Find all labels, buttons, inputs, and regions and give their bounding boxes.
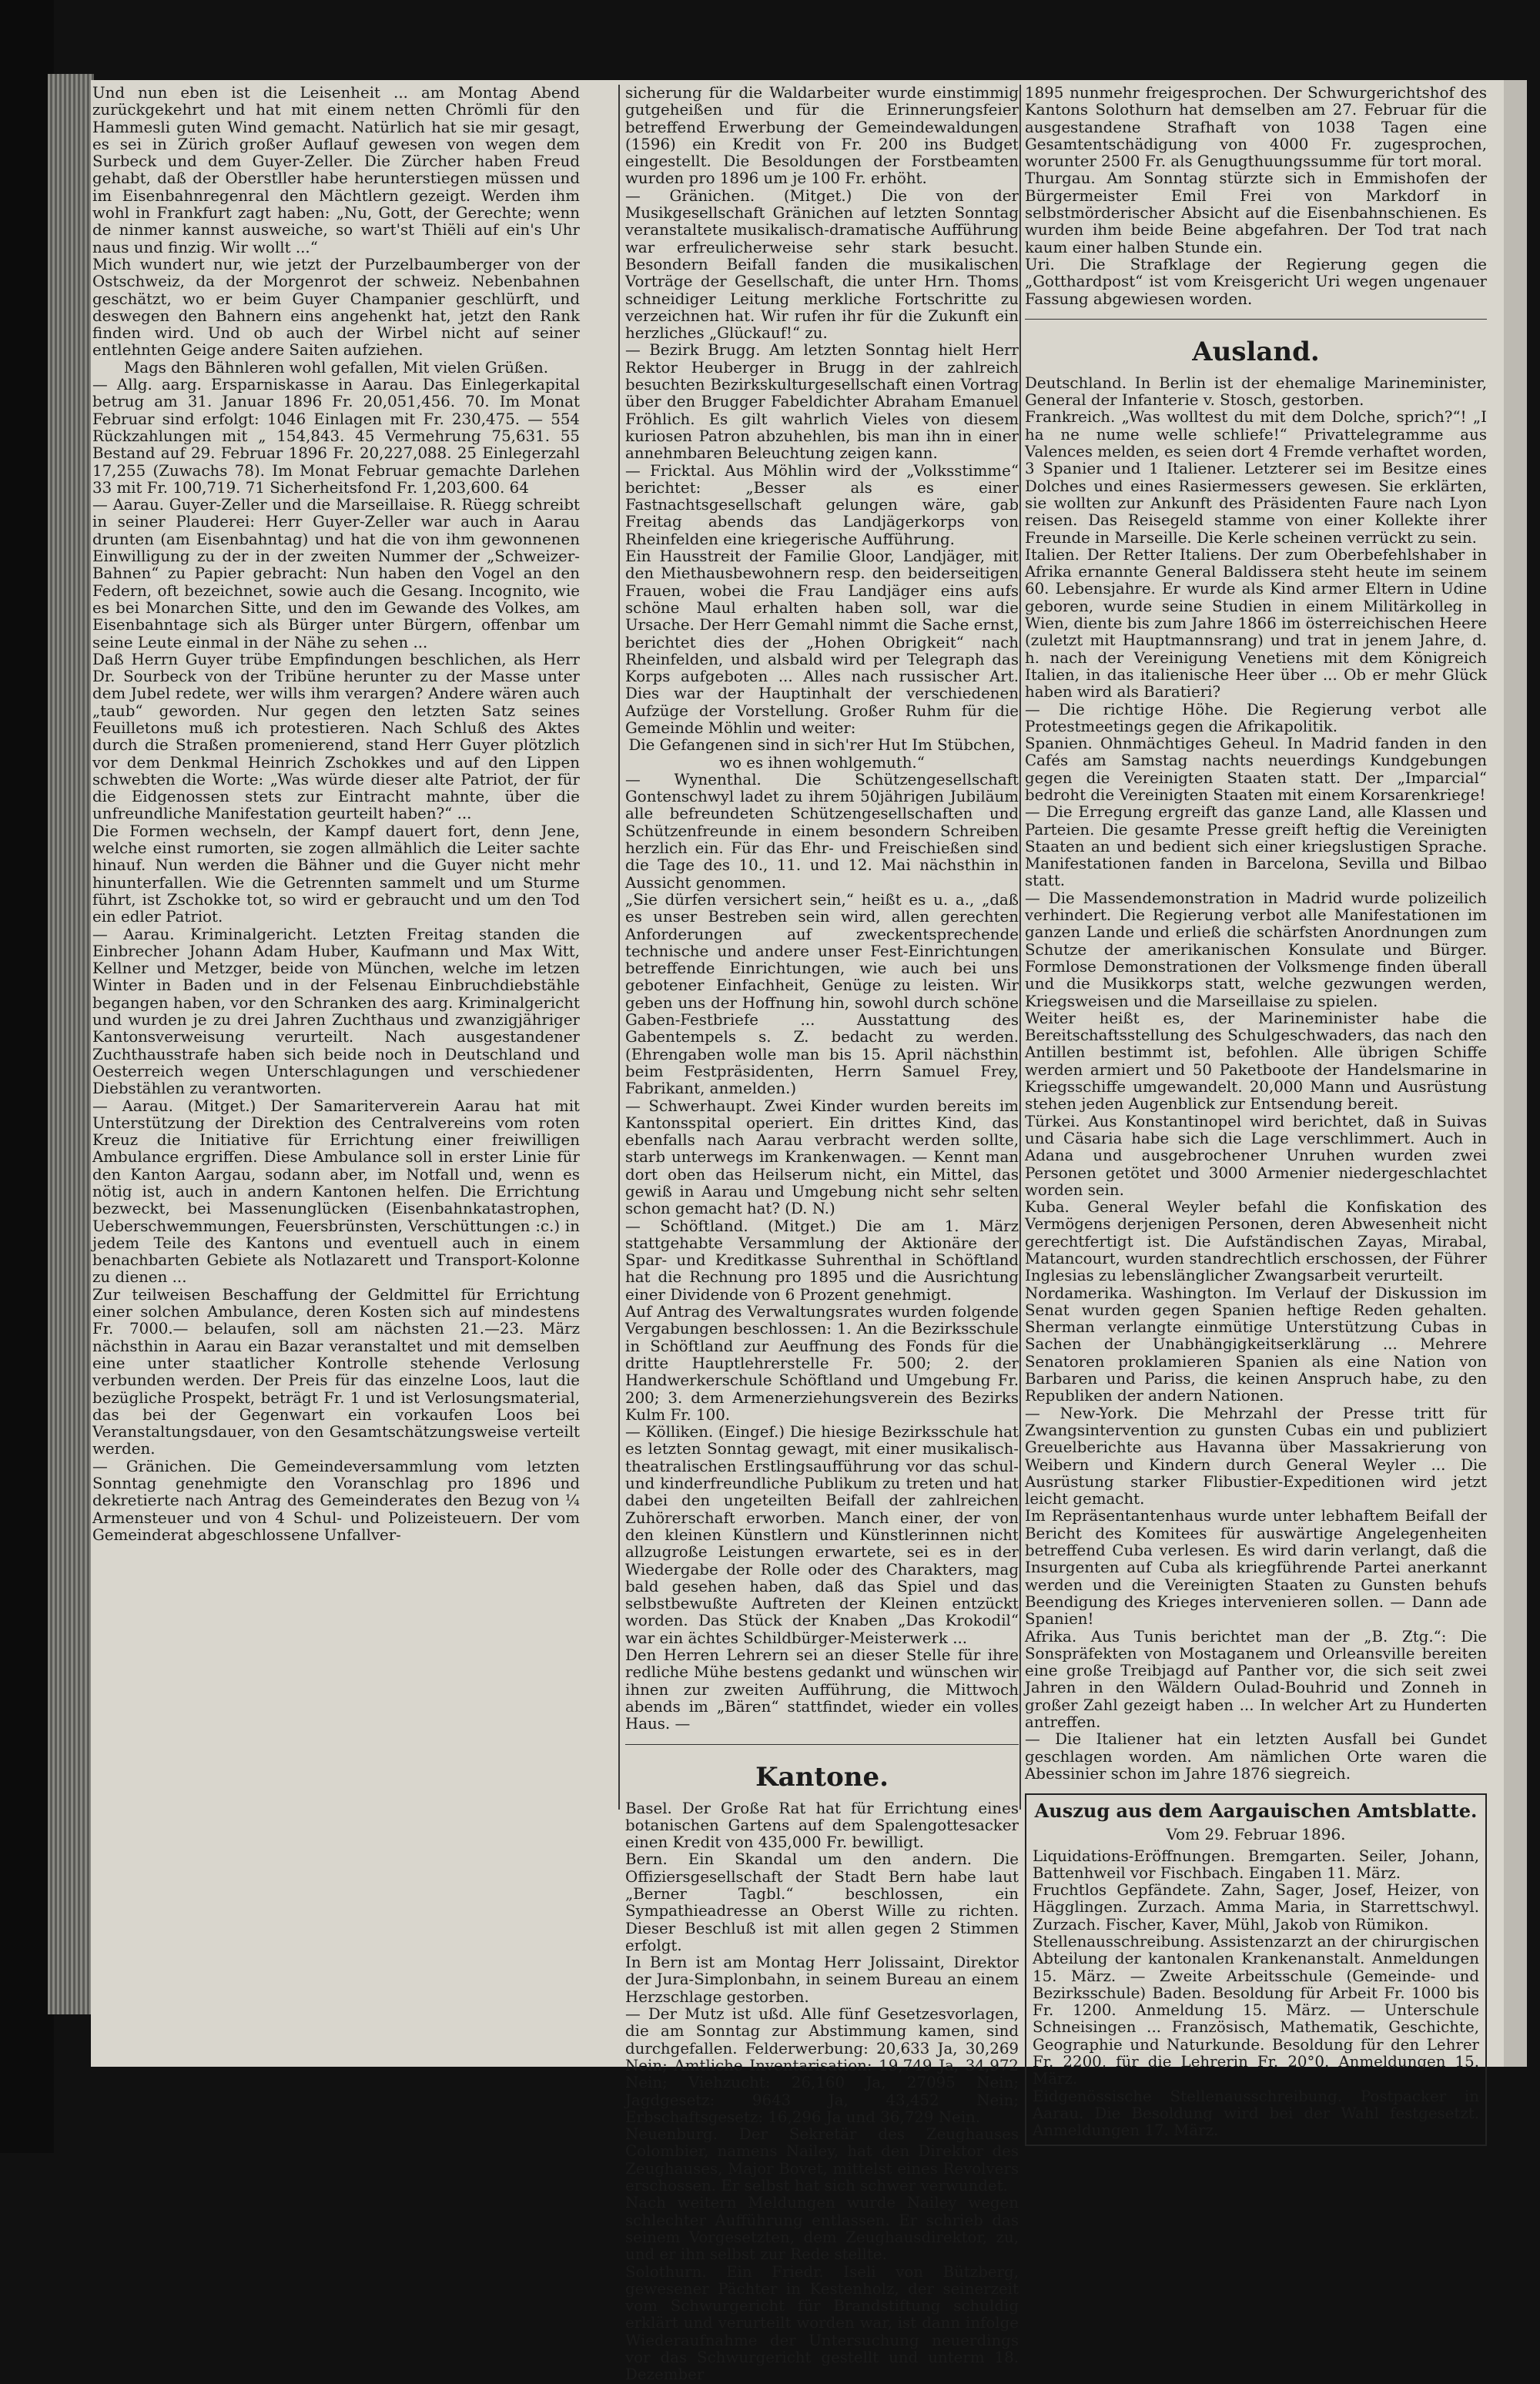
article-paragraph: Italien. Der Retter Italiens. Der zum Oberbefehlshaber in Afrika ernannte General Baldissera steht heute im seinem 60. Lebensjahre. Er wurde als Kind armer Eltern in Udine geboren, wurde seine Studien in einem Militärkolleg in Wien, diente bis zum Jahre 1866 im österreichischen Heere (zuletzt mit Hauptmannsrang) und trat in jenem Jahre, d. h. nach der Vereinigung Venetiens mit dem Königreich Italien, in das italienische Heer über ... Ob er mehr Glück haben wird als Baratieri?: [1025, 545, 1487, 701]
article-paragraph: Mich wundert nur, wie jetzt der Purzelbaumberger von der Ostschweiz, da der Morgenrot der schweiz. Nebenbahnen geschätzt, wo er beim Guyer Champanier geschlürft, und deswegen den Bahnern eins angehenkt hat, jetzt den Rank finden wird. Und ob auch der Wirbel nicht auf seiner entlehnten Geige andere Saiten aufziehen.: [92, 255, 580, 360]
article-paragraph: Daß Herrn Guyer trübe Empfindungen beschlichen, als Herr Dr. Sourbeck von der Tribüne herunter zu der Masse unter dem Jubel redete, wer wills ihm verargen? Andere wären auch „taub“ geworden. Nur gegen den letzten Satz seines Feuilletons muß ich protestieren. Nach Schluß des Aktes durch die Straßen promenierend, stand Herr Guyer plötzlich vor dem Denkmal Heinrich Zschokkes und auf den Lippen schwebten die Worte: „Was würde dieser alte Patriot, der für die Eidgenossen stets zur Eintracht mahnte, über die unfreundliche Manifestation geurteilt haben?“ ...: [92, 650, 580, 823]
section-divider: [625, 1744, 1019, 1745]
article-signoff: Mags den Bähnleren wohl gefallen, Mit vielen Grüßen.: [124, 358, 548, 377]
article-paragraph: — Die Massendemonstration in Madrid wurde polizeilich verhindert. Die Regierung verbot alle Manifestationen im ganzen Lande und erließ die schärfsten Anordnungen zum Schutze der amerikanischen Konsulate und Bürger. Formlose Demonstrationen der Volksmenge finden überall und die Musikkorps statt, welche gezwungen werden, Kriegsweisen und die Marseillaise zu spielen.: [1025, 889, 1487, 1010]
article-paragraph: — Aarau. (Mitget.) Der Samariterverein Aarau hat mit Unterstützung der Direktion des Centralvereins vom roten Kreuz die Initiative für Errichtung einer freiwilligen Ambulance ergriffen. Diese Ambulance soll in erster Linie für den Kanton Aargau, sodann aber, im Notfall und, wenn es nötig ist, auch in andern Kantonen helfen. Die Errichtung bezweckt, bei Massenunglücken (Eisenbahnkatastrophen, Ueberschwemmungen, Feuersbrünsten, Verschüttungen :c.) in jedem Teile des Kantons und eventuell auch in einem benachbarten Gebiete als Notlazarett und Transport-Kolonne zu dienen ...: [92, 1097, 580, 1287]
article-paragraph: Thurgau. Am Sonntag stürzte sich in Emmishofen der Bürgermeister Emil Frei von Markdorf in selbstmörderischer Absicht auf die Eisenbahnschienen. Es wurden ihm beide Beine abgefahren. Der Tod trat nach kaum einer halben Stunde ein.: [1025, 169, 1487, 256]
article-paragraph: Und nun eben ist die Leisenheit ... am Montag Abend zurückgekehrt und hat mit einem netten Chrömli für den Hammesli guten Wind gemacht. Natürlich hat sie mir gesagt, es sei in Zürich großer Auflauf gewesen von wegen dem Surbeck und dem Guyer-Zeller. Die Zürcher haben Freud gehabt, daß der Oberstller habe herunterstiegen müssen und im Eisenbahnregenral den Mächtlern gezeigt. Werden ihm wohl in Frankfurt zagt haben: „Nu, Gott, der Gerechte; wenn de ninmer kannst ausweiche, so wart'st Thiëli auf ein's Uhr naus und finzig. Wir wollt ...“: [92, 84, 580, 256]
gazette-entry: Stellenausschreibung. Assistenzarzt an der chirurgischen Abteilung der kantonalen Krankenanstalt. Anmeldungen 15. März. — Zweite Arbeitsschule (Gemeinde- und Bezirksschule) Baden. Besoldung für Arbeit Fr. 1000 bis Fr. 1200. Anmeldung 15. März. — Unterschule Schneisingen ... Französisch, Mathematik, Geschichte, Geographie und Naturkunde. Besoldung für den Lehrer Fr. 2200, für die Lehrerin Fr. 20°0. Anmeldungen 15. März.: [1033, 1932, 1479, 2088]
section-divider: [1025, 319, 1487, 320]
article-paragraph: Uri. Die Strafklage der Regierung gegen die „Gotthardpost“ ist vom Kreisgericht Uri wegen ungenauer Fassung abgewiesen worden.: [1025, 255, 1487, 308]
article-paragraph: Bern. Ein Skandal um den andern. Die Offiziersgesellschaft der Stadt Bern habe laut „Berner Tagbl.“ beschlossen, ein Sympathieadresse an Oberst Wille zu richten. Dieser Beschluß ist mit allen gegen 2 Stimmen erfolgt.: [625, 1850, 1019, 1954]
article-paragraph: — Die richtige Höhe. Die Regierung verbot alle Protestmeetings gegen die Afrikapolitik.: [1025, 700, 1487, 735]
article-paragraph: Solothurn. Ein Friedr. Iseli von Bützberg, gewesener Pächter in Kestenholz, der seinerzeit vom Schwurgericht für Brandstiftung schuldig erklärt und verurteilt worden war, ist dann infolge Wiederaufnahme der Untersuchung neuerdings vor das Schwurgericht gestellt und unterm 18. Dezember: [625, 2262, 1019, 2384]
article-paragraph: — Schwerhaupt. Zwei Kinder wurden bereits im Kantonsspital operiert. Ein drittes Kind, das ebenfalls nach Aarau verbracht werden sollte, starb unterwegs im Krankenwagen. — Kennt man dort oben das Heilserum nicht, ein Mittel, das gewiß in Aarau und Umgebung nicht sehr selten schon gemacht hat? (D. N.): [625, 1097, 1019, 1218]
column-rule: [618, 85, 620, 1810]
box-date: Vom 29. Februar 1896.: [1166, 1825, 1346, 1844]
article-paragraph: Die Formen wechseln, der Kampf dauert fort, denn Jene, welche einst rumorten, sie zogen allmählich die Leiter sachte hinauf. Nun werden die Bähner und die Guyer nicht mehr hinunterfallen. Wie die Getrennten sammelt und um Sturme führt, ist Zschokke tot, so wird er gebraucht und um den Tod ein edler Patriot.: [92, 822, 580, 926]
page-right-edge: [1504, 80, 1527, 2067]
article-paragraph: Den Herren Lehrern sei an dieser Stelle für ihre redliche Mühe bestens gedankt und wünschen wir ihnen zur zweiten Aufführung, die Mittwoch abends im „Bären“ stattfindet, wieder ein volles Haus. —: [625, 1646, 1019, 1733]
article-paragraph: „Sie dürfen versichert sein,“ heißt es u. a., „daß es unser Bestreben sein wird, allen gerechten Anforderungen auf zweckentsprechende technische und andere unser Fest-Einrichtungen betreffende Einrichtungen, wie auch bei uns gebotener Einfachheit, Genüge zu leisten. Wir geben uns der Hoffnung hin, sowohl durch schöne Gaben-Festbriefe ... Ausstattung des Gabentempels s. Z. bedacht zu werden. (Ehrengaben wolle man bis 15. April nächsthin beim Festpräsidenten, Herrn Samuel Frey, Fabrikant, anmelden.): [625, 890, 1019, 1098]
article-paragraph: Frankreich. „Was wolltest du mit dem Dolche, sprich?“! „I ha ne nume welle schliefe!“ Privattelegramme aus Valences melden, es seien dort 4 Fremde verhaftet worden, 3 Spanier und 1 Italiener. Letzterer sei im Besitze eines Dolches und eines Rasiermessers gewesen. Sie erklärten, sie wollten zur Ankunft des Präsidenten Faure nach Lyon reisen. Das Reisegeld stamme von einer Kollekte ihrer Freunde in Marseille. Die Kerle scheinen verrückt zu sein.: [1025, 408, 1487, 547]
scanner-frame: [0, 0, 54, 2153]
article-paragraph: — Bezirk Brugg. Am letzten Sonntag hielt Herr Rektor Heuberger in Brugg in der zahlreich besuchten Bezirkskulturgesellschaft einen Vortrag über den Brugger Fabeldichter Abraham Emanuel Fröhlich. Es gilt wahrlich Vieles von diesem kuriosen Patron abzuhehlen, bis man ihn in einer annehmbaren Beleuchtung zeigen kann.: [625, 341, 1019, 463]
page-stack-edges: [48, 74, 94, 2014]
article-paragraph: — Schöftland. (Mitget.) Die am 1. März stattgehabte Versammlung der Aktionäre der Spar- und Kreditkasse Suhrenthal in Schöftland hat die Rechnung pro 1895 und die Ausrichtung einer Dividende von 6 Prozent genehmigt.: [625, 1217, 1019, 1304]
column-rule: [1019, 85, 1021, 1810]
column-left: [92, 85, 580, 1544]
article-paragraph: — New-York. Die Mehrzahl der Presse tritt für Zwangsintervention zu gunsten Cubas ein und publiziert Greuelberichte aus Havanna über Massakrierung von Weibern und Kindern durch General Weyler ... Die Ausrüstung starker Flibustier-Expeditionen wird jetzt leicht gemacht.: [1025, 1404, 1487, 1508]
section-heading-kantone: Kantone.: [755, 1761, 889, 1793]
article-paragraph: Nordamerika. Washington. Im Verlauf der Diskussion im Senat wurden gegen Spanien heftige Reden gehalten. Sherman verlangte einmütige Unterstützung Cubas in Sachen der Unabhängigkeitserklärung ... Mehrere Senatoren proklamieren Spanien als eine Nation von Barbaren und Pariss, die keinen Anspruch habe, zu den Republiken der andern Nationen.: [1025, 1284, 1487, 1405]
article-paragraph: — Aarau. Guyer-Zeller und die Marseillaise. R. Rüegg schreibt in seiner Plauderei: Herr Guyer-Zeller war auch in Aarau drunten (am Eisenbahntag) und hat die von ihm gewonnenen Einwilligung zu der in der zweiten Nummer der „Schweizer-Bahnen“ zu Papier gebracht: Nun haben den Vogel an den Federn, oft bezeichnet, sowie auch die Gesang. Incognito, wie es bei Monarchen Sitte, und den im Gewande des Volkes, am Eisenbahntage sich als Bürger unter Bürgern, offenbar um seine Leute einmal in der Nähe zu sehen ...: [92, 496, 580, 651]
verse-quote: Die Gefangenen sind in sich'rer Hut Im Stübchen, wo es ihnen wohlgemuth.“: [628, 736, 1016, 772]
article-paragraph: — Wynenthal. Die Schützengesellschaft Gontenschwyl ladet zu ihrem 50jährigen Jubiläum alle befreundeten Schützengesellschaften und Schützenfreunde in einem besondern Schreiben herzlich ein. Für das Ehr- und Freischießen sind die Tage des 10., 11. und 12. Mai nächsthin in Aussicht genommen.: [625, 770, 1019, 892]
gazette-entry: Fruchtlos Gepfändete. Zahn, Sager, Josef, Heizer, von Hägglingen. Zurzach. Amma Maria, in Starrettschwyl. Zurzach. Fischer, Kaver, Mühl, Jakob von Rümikon.: [1033, 1881, 1479, 1934]
article-paragraph: — Gränichen. Die Gemeindeversammlung vom letzten Sonntag genehmigte den Voranschlag pro 1896 und dekretierte nach Antrag des Gemeinderates den Bezug von ¼ Armensteuer und von 4 Schul- und Polizeisteuern. Der vom Gemeinderat abgeschlossene Unfallver-: [92, 1457, 580, 1544]
gazette-entry: Eidgenössische Stellenausschreibung. Postpacker in Aarau. Die Besoldung wird bei der Wahl festgesetzt. Anmeldungen 17. März.: [1033, 2087, 1479, 2140]
article-paragraph: Basel. Der Große Rat hat für Errichtung eines botanischen Gartens auf dem Spalengottesacker einen Kredit von 435,000 Fr. bewilligt.: [625, 1799, 1019, 1852]
column-right: [1025, 85, 1487, 2146]
article-paragraph: — Kölliken. (Eingef.) Die hiesige Bezirksschule hat es letzten Sonntag gewagt, mit einer musikalisch-theatralischen Erstlingsaufführung vor das schul- und kinderfreundliche Publikum zu treten und hat dabei den ungeteilten Beifall der zahlreichen Zuhörerschaft erworben. Manch einer, der von den kleinen Künstlern und Künstlerinnen nicht allzugroße Leistungen erwartete, sei es in der Wiedergabe der Rolle oder des Charakters, mag bald gesehen haben, daß das Spiel und das selbstbewußte Auftreten der Kleinen entzückt worden. Das Stück der Knaben „Das Krokodil“ war ein ächtes Schildbürger-Meisterwerk ...: [625, 1423, 1019, 1647]
article-paragraph: Neuenburg. Der Sekretär des Zeughauses Colombier, namens Nailey, hat den Direktor des Zeughauses, Major Bovet, mittelst eines Revolvers erschossen. Er selbst hat sich schwer verwundet.: [625, 2125, 1019, 2195]
section-heading-ausland: Ausland.: [1192, 336, 1320, 367]
article-paragraph: Auf Antrag des Verwaltungsrates wurden folgende Vergabungen beschlossen: 1. An die Bezirksschule in Schöftland zur Aeuffnung des Fonds für die dritte Hauptlehrerstelle Fr. 500; 2. der Handwerkerschule Schöftland und Umgebung Fr. 200; 3. dem Armenerziehungsverein des Bezirks Kulm Fr. 100.: [625, 1303, 1019, 1424]
article-paragraph: — Aarau. Kriminalgericht. Letzten Freitag standen die Einbrecher Johann Adam Huber, Kaufmann und Max Witt, Kellner und Metzger, beide von München, welche im letzen Winter in Baden und in der Felsenau Einbruchdiebstähle begangen haben, vor den Schranken des aarg. Kriminalgericht und wurden je zu drei Jahren Zuchthaus und zwanzigjähriger Kantonsverweisung verurteilt. Nach ausgestandener Zuchthausstrafe haben sich beide noch in Deutschland und Oesterreich wegen Unterschlagungen und verschiedener Diebstählen zu verantworten.: [92, 925, 580, 1098]
article-paragraph: — Der Mutz ist ußd. Alle fünf Gesetzesvorlagen, die am Sonntag zur Abstimmung kamen, sind durchgefallen. Felderwerbung: 20,633 Ja, 30,269 Nein; Amtliche Inventarisation: 19,749 Ja, 34,972 Nein; Viehzucht: 26,160 Ja, 27095 Nein; Jagdgesetz: 9643 Ja, 43,452 Nein; Erbschaftsgesetz: 16,296 Ja und 36,729 Nein.: [625, 2005, 1019, 2126]
gazette-entry: Liquidations-Eröffnungen. Bremgarten. Seiler, Johann, Battenhweil vor Fischbach. Eingaben 11. März.: [1033, 1847, 1479, 1882]
article-paragraph: Deutschland. In Berlin ist der ehemalige Marineminister, General der Infanterie v. Stosch, gestorben.: [1025, 373, 1487, 410]
article-paragraph: Kuba. General Weyler befahl die Konfiskation des Vermögens derjenigen Personen, deren Abwesenheit nicht gerechtfertigt ist. Die Aufständischen Zayas, Mirabal, Matancourt, wurden standrechtlich erschossen, der Führer Inglesias zu lebenslänglicher Zwangsarbeit verurteilt.: [1025, 1198, 1487, 1285]
article-paragraph: Ein Hausstreit der Familie Gloor, Landjäger, mit den Miethausbewohnern resp. den beiderseitigen Frauen, wobei die Frau Landjäger eins aufs schöne Maul erhalten haben soll, war die Ursache. Der Herr Gemahl nimmt die Sache ernst, berichtet dies der „Hohen Obrigkeit“ nach Rheinfelden, und alsbald wird per Telegraph das Korps aufgeboten ... Alles nach russischer Art. Dies war der Hauptinhalt der verschiedenen Aufzüge der Vorstellung. Großer Ruhm für die Gemeinde Möhlin und weiter:: [625, 547, 1019, 737]
article-paragraph: Nach weitern Meldungen wurde Nailey wegen schlechter Aufführung entlassen. Er schrieb das seinem Vorgesetzten, dem Zeughausdirektor, zu, und er ihn selbst zur Rede stellte.: [625, 2194, 1019, 2264]
savings-bank-report: — Allg. aarg. Ersparniskasse in Aarau. Das Einlegerkapital betrug am 31. Januar 1896 Fr. 20,051,456. 70. Im Monat Februar sind erfolgt: 1046 Einlagen mit Fr. 230,475. — 554 Rückzahlungen mit „ 154,843. 45 Vermehrung 75,631. 55 Bestand auf 29. Februar 1896 Fr. 20,227,088. 25 Einlegerzahl 17,255 (Zuwachs 78). Im Monat Februar gemachte Darlehen 33 mit Fr. 100,719. 71 Sicherheitsfond Fr. 1,203,600. 64: [92, 376, 580, 497]
article-paragraph: Im Repräsentantenhaus wurde unter lebhaftem Beifall der Bericht des Komitees für auswärtige Angelegenheiten betreffend Cuba verlesen. Es wird darin verlangt, daß die Insurgenten auf Cuba als kriegführende Partei anerkannt werden und die Vereinigten Staaten zu Gunsten behufs Beendigung des Krieges intervenieren sollen. — Dann ade Spanien!: [1025, 1507, 1487, 1629]
article-paragraph: 1895 nunmehr freigesprochen. Der Schwurgerichtshof des Kantons Solothurn hat demselben am 27. Februar für die ausgestandene Strafhaft von 1038 Tagen eine Gesamtentschädigung von 4000 Fr. zugesprochen, worunter 2500 Fr. als Genugthuungssumme für tort moral.: [1025, 84, 1487, 171]
article-paragraph: Afrika. Aus Tunis berichtet man der „B. Ztg.“: Die Sonspräfekten von Mostaganem und Orleansville bereiten eine große Treibjagd auf Panther vor, die sich seit zwei Jahren in den Wäldern Oulad-Bouhrid und Zonneh in großer Zahl gezeigt haben ... In welcher Art zu Hunderten antreffen.: [1025, 1627, 1487, 1732]
column-middle: [625, 85, 1019, 2384]
article-paragraph: Spanien. Ohnmächtiges Geheul. In Madrid fanden in den Cafés am Samstag nachts neuerdings Kundgebungen gegen die Vereinigten Staaten statt. Der „Imparcial“ bedroht die Vereinigten Staaten mit einem Korsarenkriege!: [1025, 735, 1487, 804]
article-paragraph: — Die Italiener hat ein letzten Ausfall bei Gundet geschlagen worden. Am nämlichen Orte waren die Abessinier schon im Jahre 1876 siegreich.: [1025, 1730, 1487, 1783]
article-paragraph: Weiter heißt es, der Marineminister habe die Bereitschaftsstellung des Schulgeschwaders, das nach den Antillen bestimmt ist, befohlen. Alle übrigen Schiffe werden armiert und 50 Paketboote der Handelsmarine in Kriegsschiffe umgewandelt. 20,000 Mann und Ausrüstung stehen jeden Augenblick zur Entsendung bereit.: [1025, 1009, 1487, 1113]
box-title: Auszug aus dem Aargauischen Amtsblatte.: [1034, 1800, 1478, 1823]
article-paragraph: Türkei. Aus Konstantinopel wird berichtet, daß in Suivas und Cäsaria habe sich die Lage verschlimmert. Auch in Adana und ausgebrochener Unruhen wurden zwei Personen getötet und 3000 Armenier niedergeschlachtet worden sein.: [1025, 1112, 1487, 1199]
article-paragraph: — Die Erregung ergreift das ganze Land, alle Klassen und Parteien. Die gesamte Presse greift heftig die Vereinigten Staaten an und bedient sich einer kriegslustigen Sprache. Manifestationen fanden in Barcelona, Sevilla und Bilbao statt.: [1025, 803, 1487, 890]
article-paragraph: — Fricktal. Aus Möhlin wird der „Volksstimme“ berichtet: „Besser als es einer Fastnachtsgesellschaft gelungen wäre, gab Freitag abends das Landjägerkorps von Rheinfelden eine kriegerische Aufführung.: [625, 461, 1019, 548]
article-paragraph: Zur teilweisen Beschaffung der Geldmittel für Errichtung einer solchen Ambulance, deren Kosten sich auf mindestens Fr. 7000.— belaufen, soll am nächsten 21.—23. März nächsthin in Aarau ein Bazar veranstaltet und mit demselben eine unter staatlicher Kontrolle stehende Verlosung verbunden werden. Der Preis für das einzelne Loos, laut die bezügliche Prospekt, beträgt Fr. 1 und ist Verlosungsmaterial, das bei der Gegenwart ein vorkaufen Loos bei Veranstaltungsdauer, von den Gesamtschätzungsweise verteilt werden.: [92, 1285, 580, 1458]
official-gazette-box: [1025, 1793, 1487, 2145]
article-paragraph: In Bern ist am Montag Herr Jolissaint, Direktor der Jura-Simplonbahn, in seinem Bureau an einem Herzschlage gestorben.: [625, 1954, 1019, 2006]
article-paragraph: sicherung für die Waldarbeiter wurde einstimmig gutgeheißen und für die Erinnerungsfeier betreffend Erwerbung der Gemeindewaldungen (1596) ein Kredit von Fr. 200 ins Budget eingestellt. Die Besoldungen der Forstbeamten wurden pro 1896 um je 100 Fr. erhöht.: [625, 84, 1019, 188]
article-paragraph: — Gränichen. (Mitget.) Die von der Musikgesellschaft Gränichen auf letzten Sonntag veranstaltete musikalisch-dramatische Aufführung war erfreulicherweise sehr stark besucht. Besondern Beifall fanden die musikalischen Vorträge der Gesellschaft, die unter Hrn. Thoms schneidiger Leitung merkliche Fortschritte zu verzeichnen hat. Wir rufen ihr für die Zukunft ein herzliches „Glückauf!“ zu.: [625, 186, 1019, 343]
